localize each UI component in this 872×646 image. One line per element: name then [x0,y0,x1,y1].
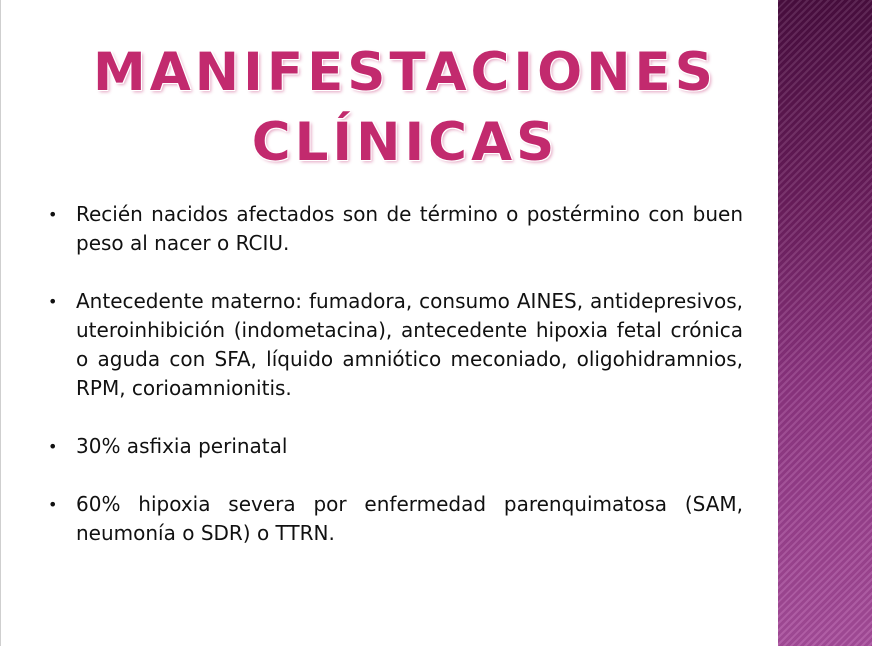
bullet-icon: • [48,292,58,311]
slide-left-border [0,0,1,646]
bullet-text: 30% asfixia perinatal [76,434,288,458]
bullet-text: Antecedente materno: fumadora, consumo AINES, antidepresivos, uteroinhibición (indometacina), antecedente hipoxia fetal crónica o aguda con SFA, líquido amniótico meconiado, oligohidramnios, RPM, corioamnionitis. [76,289,743,400]
bullet-text: Recién nacidos afectados son de término o postérmino con buen peso al nacer o RCIU. [76,202,743,255]
bullet-item [48,490,743,548]
bullet-icon: • [48,437,58,456]
bullet-list [48,200,743,577]
bullet-item [48,200,743,258]
bullet-icon: • [48,495,58,514]
decorative-side-band [778,0,872,646]
bullet-text: 60% hipoxia severa por enfermedad parenquimatosa (SAM, neumonía o SDR) o TTRN. [76,492,743,545]
slide-title-line-1: MANIFESTACIONES [93,42,717,103]
bullet-icon: • [48,205,58,224]
bullet-item [48,432,743,461]
bullet-item [48,287,743,403]
slide-title-line-2: CLÍNICAS [251,112,559,173]
